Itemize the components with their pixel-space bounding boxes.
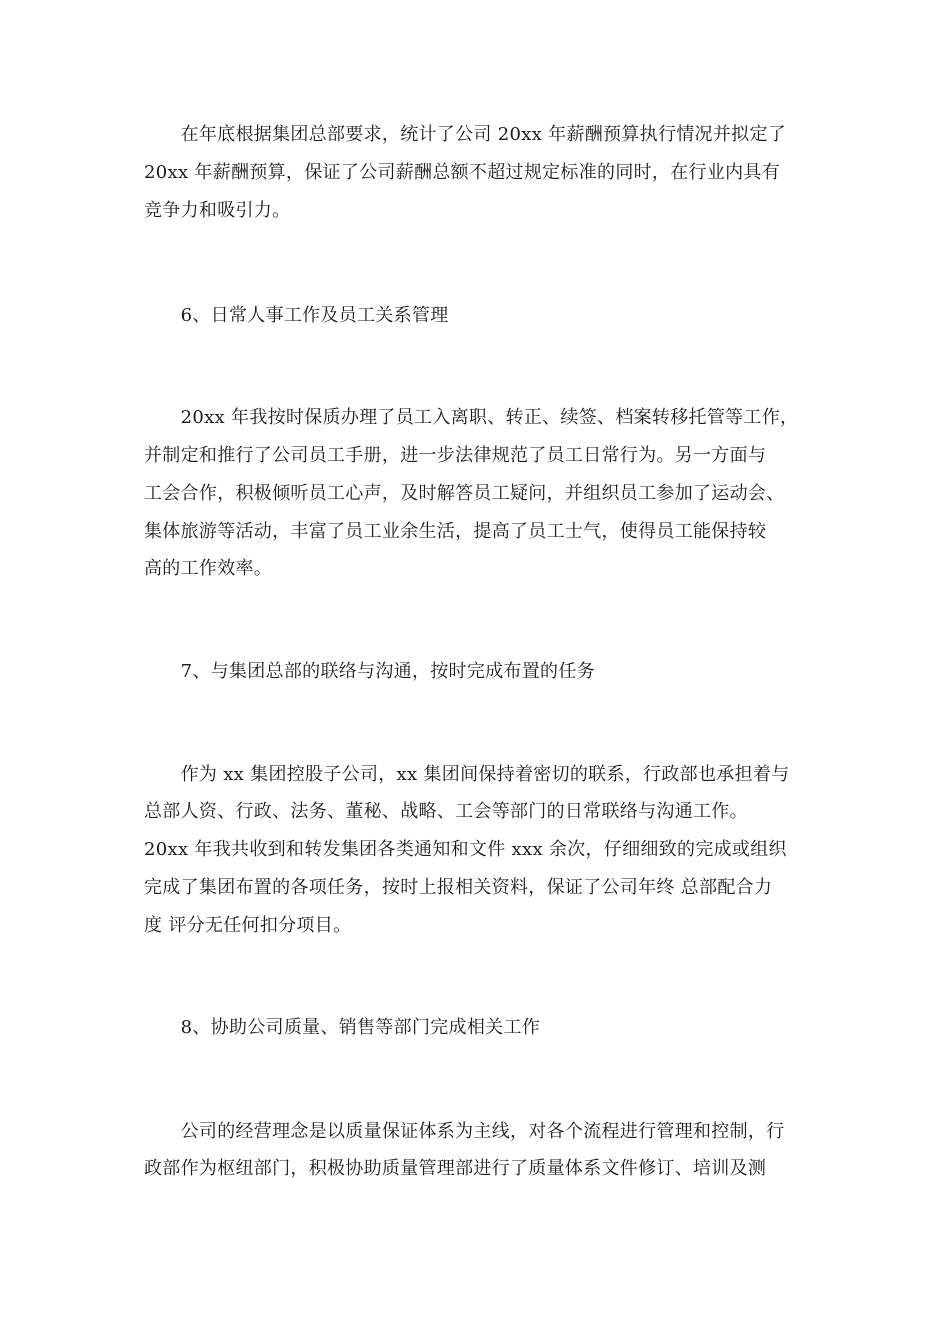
paragraph-line: 度 评分无任何扣分项目。 [144,915,352,936]
paragraph-line: 20xx 年我按时保质办理了员工入离职、转正、续签、档案转移托管等工作， [144,407,799,428]
paragraph-line: 公司的经营理念是以质量保证体系为主线，对各个流程进行管理和控制，行 [144,1121,785,1142]
paragraph-line: 高的工作效率。 [144,558,273,579]
paragraph-line: 总部人资、行政、法务、董秘、战略、工会等部门的日常联络与沟通工作。 [144,801,748,822]
paragraph-line: 作为 xx 集团控股子公司，xx 集团间保持着密切的联系，行政部也承担着与 [144,764,790,785]
paragraph-line: 20xx 年我共收到和转发集团各类通知和文件 xxx 余次，仔细细致的完成或组织 [144,839,787,860]
paragraph-line: 并制定和推行了公司员工手册，进一步法律规范了员工日常行为。另一方面与 [144,445,767,466]
section-heading-8: 8、协助公司质量、销售等部门完成相关工作 [144,1017,541,1038]
paragraph-line: 集体旅游等活动，丰富了员工业余生活，提高了员工士气，使得员工能保持较 [144,521,767,542]
paragraph-line: 20xx 年薪酬预算，保证了公司薪酬总额不超过规定标准的同时，在行业内具有 [144,162,781,183]
section-heading-6: 6、日常人事工作及员工关系管理 [144,305,449,326]
paragraph-line: 竞争力和吸引力。 [144,200,291,221]
paragraph-line: 工会合作，积极倾听员工心声，及时解答员工疑问，并组织员工参加了运动会、 [144,483,785,504]
paragraph-line: 完成了集团布置的各项任务，按时上报相关资料，保证了公司年终 总部配合力 [144,877,773,898]
paragraph-line: 在年底根据集团总部要求，统计了公司 20xx 年薪酬预算执行情况并拟定了 [144,124,787,145]
paragraph-line: 政部作为枢纽部门，积极协助质量管理部进行了质量体系文件修订、培训及测 [144,1158,767,1179]
section-heading-7: 7、与集团总部的联络与沟通，按时完成布置的任务 [144,661,595,682]
